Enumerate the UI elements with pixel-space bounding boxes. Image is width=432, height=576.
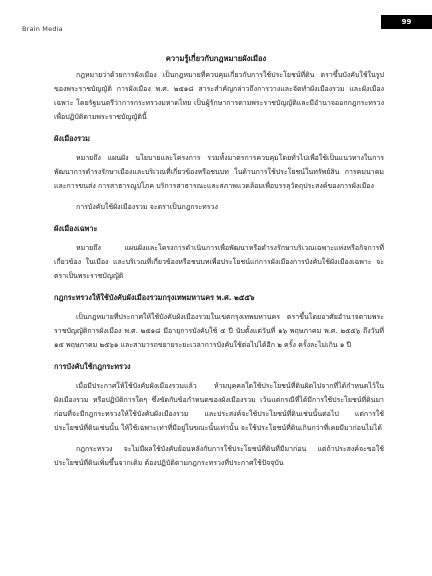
- paragraph-general-plan-definition: หมายถึง แผนผัง นโยบายและโครงการ รวมทั้งมาตรการควบคุมโดยทั่วไปเพื่อใช้เป็นแนวทางในการพัฒนาการดำรงรักษาเมืองและบริเวณที่เกี่ยวข้องหรือชนบท ในด้านการใช้ประโยชน์ในทรัพย์สิน การคมนาคม และการขนส่ง การสาธารณูปโภค บริการสาธารณะและสภาพแวดล้อมเพื่อบรรลุวัตถุประสงค์ของการผังเมือง: [54, 154, 384, 190]
- paragraph-bangkok-regulation: เป็นกฎหมายที่ประกาศให้ใช้บังคับผังเมืองรวมในเขตกรุงเทพมหานคร ตราขึ้นโดยอาศัยอำนาจตามพระราชบัญญัติการผังเมือง พ.ศ. ๒๕๑๘ มีอายุการบังคับใช้ ๕ ปี นับตั้งแต่วันที่ ๑๖ พฤษภาคม พ.ศ. ๒๕๕๖ ถึงวันที่ ๑๕ พฤษภาคม ๒๕๖๑ และสามารถขยายระยะเวลาการบังคับใช้ต่อไปได้อีก ๒ ครั้ง ครั้งละไม่เกิน ๑ ปี: [54, 313, 384, 349]
- paragraph-specific-plan-definition: หมายถึง แผนผังและโครงการดำเนินการเพื่อพัฒนาหรือดำรงรักษาบริเวณเฉพาะแห่งหรือกิจการที่เกี่ยวข้อง ในเมือง และบริเวณที่เกี่ยวข้องหรือชนบทเพื่อประโยชน์แก่การผังเมืองการบังคับใช้ผังเมืองเฉพาะ จะตราเป็นพระราชบัญญัติ: [54, 244, 384, 280]
- paragraph-enforcement-rules: เมื่อมีประกาศให้ใช้บังคับผังเมืองรวมแล้ว ห้ามบุคคลใดใช้ประโยชน์ที่ดินผิดไปจากที่ได้กำหนดไว้ในผังเมืองรวม หรือปฏิบัติการใดๆ ซึ่งขัดกับข้อกำหนดของผังเมืองรวม เว้นแต่กรณีที่ได้มีการใช้ประโยชน์ที่ดินมาก่อนที่จะมีกฎกระทรวงให้ใช้บังคับผังเมืองรวม และประสงค์จะใช้ประโยชน์ที่ดินเช่นนั้นต่อไป แต่การใช้ประโยชน์ที่ดินเช่นนั้น ให้ใช้เฉพาะเท่าที่มีอยู่ในขณะนั้นเท่านั้น จะใช้ประโยชน์ที่ดินเกินกว่าที่เคยมีมาก่อนไม่ได้: [54, 382, 384, 432]
- section-heading-specific-plan: ผังเมืองเฉพาะ: [54, 224, 98, 233]
- intro-paragraph: กฎหมายว่าด้วยการผังเมือง เป็นกฎหมายที่ควบคุมเกี่ยวกับการใช้ประโยชน์ที่ดิน ตราขึ้นบังคับใช้ในรูปของพระราชบัญญัติ การผังเมือง พ.ศ. ๒๕๑๘ สาระสำคัญกล่าวถึงการวางและจัดทำผังเมืองรวม และผังเมืองเฉพาะ โดยรัฐมนตรีว่าการกระทรวงมหาดไทย เป็นผู้รักษาการตามพระราชบัญญัติและมีอำนาจออกกฎกระทรวงเพื่อปฏิบัติตามพระราชบัญญัตินี้: [54, 71, 384, 121]
- section-heading-enforcement: การบังคับใช้กฎกระทรวง: [54, 362, 131, 371]
- section-heading-bangkok-regulation: กฎกระทรวงให้ใช้บังคับผังเมืองรวมกรุงเทพมหานคร พ.ศ. ๒๕๕๖: [54, 293, 255, 302]
- paragraph-enforcement-retroactivity: กฎกระทรวง จะไม่มีผลใช้บังคับย้อนหลังกับการใช้ประโยชน์ที่ดินที่มีมาก่อน แต่ถ้าประสงค์จะขอใช้ประโยชน์ที่ดินเพิ่มขึ้นจากเดิม ต้องปฏิบัติตามกฎกระทรวงที่ประกาศใช้ปัจจุบัน: [54, 445, 384, 467]
- paragraph-general-plan-enforcement: การบังคับใช้ผังเมืองรวม จะตราเป็นกฎกระทรวง: [76, 203, 218, 211]
- page-number-badge: 99: [381, 15, 432, 29]
- document-body: [54, 68, 384, 477]
- section-heading-general-plan: ผังเมืองรวม: [54, 134, 90, 143]
- brand-label: Brain Media: [22, 25, 63, 33]
- document-title: ความรู้เกี่ยวกับกฎหมายผังเมือง: [165, 54, 267, 63]
